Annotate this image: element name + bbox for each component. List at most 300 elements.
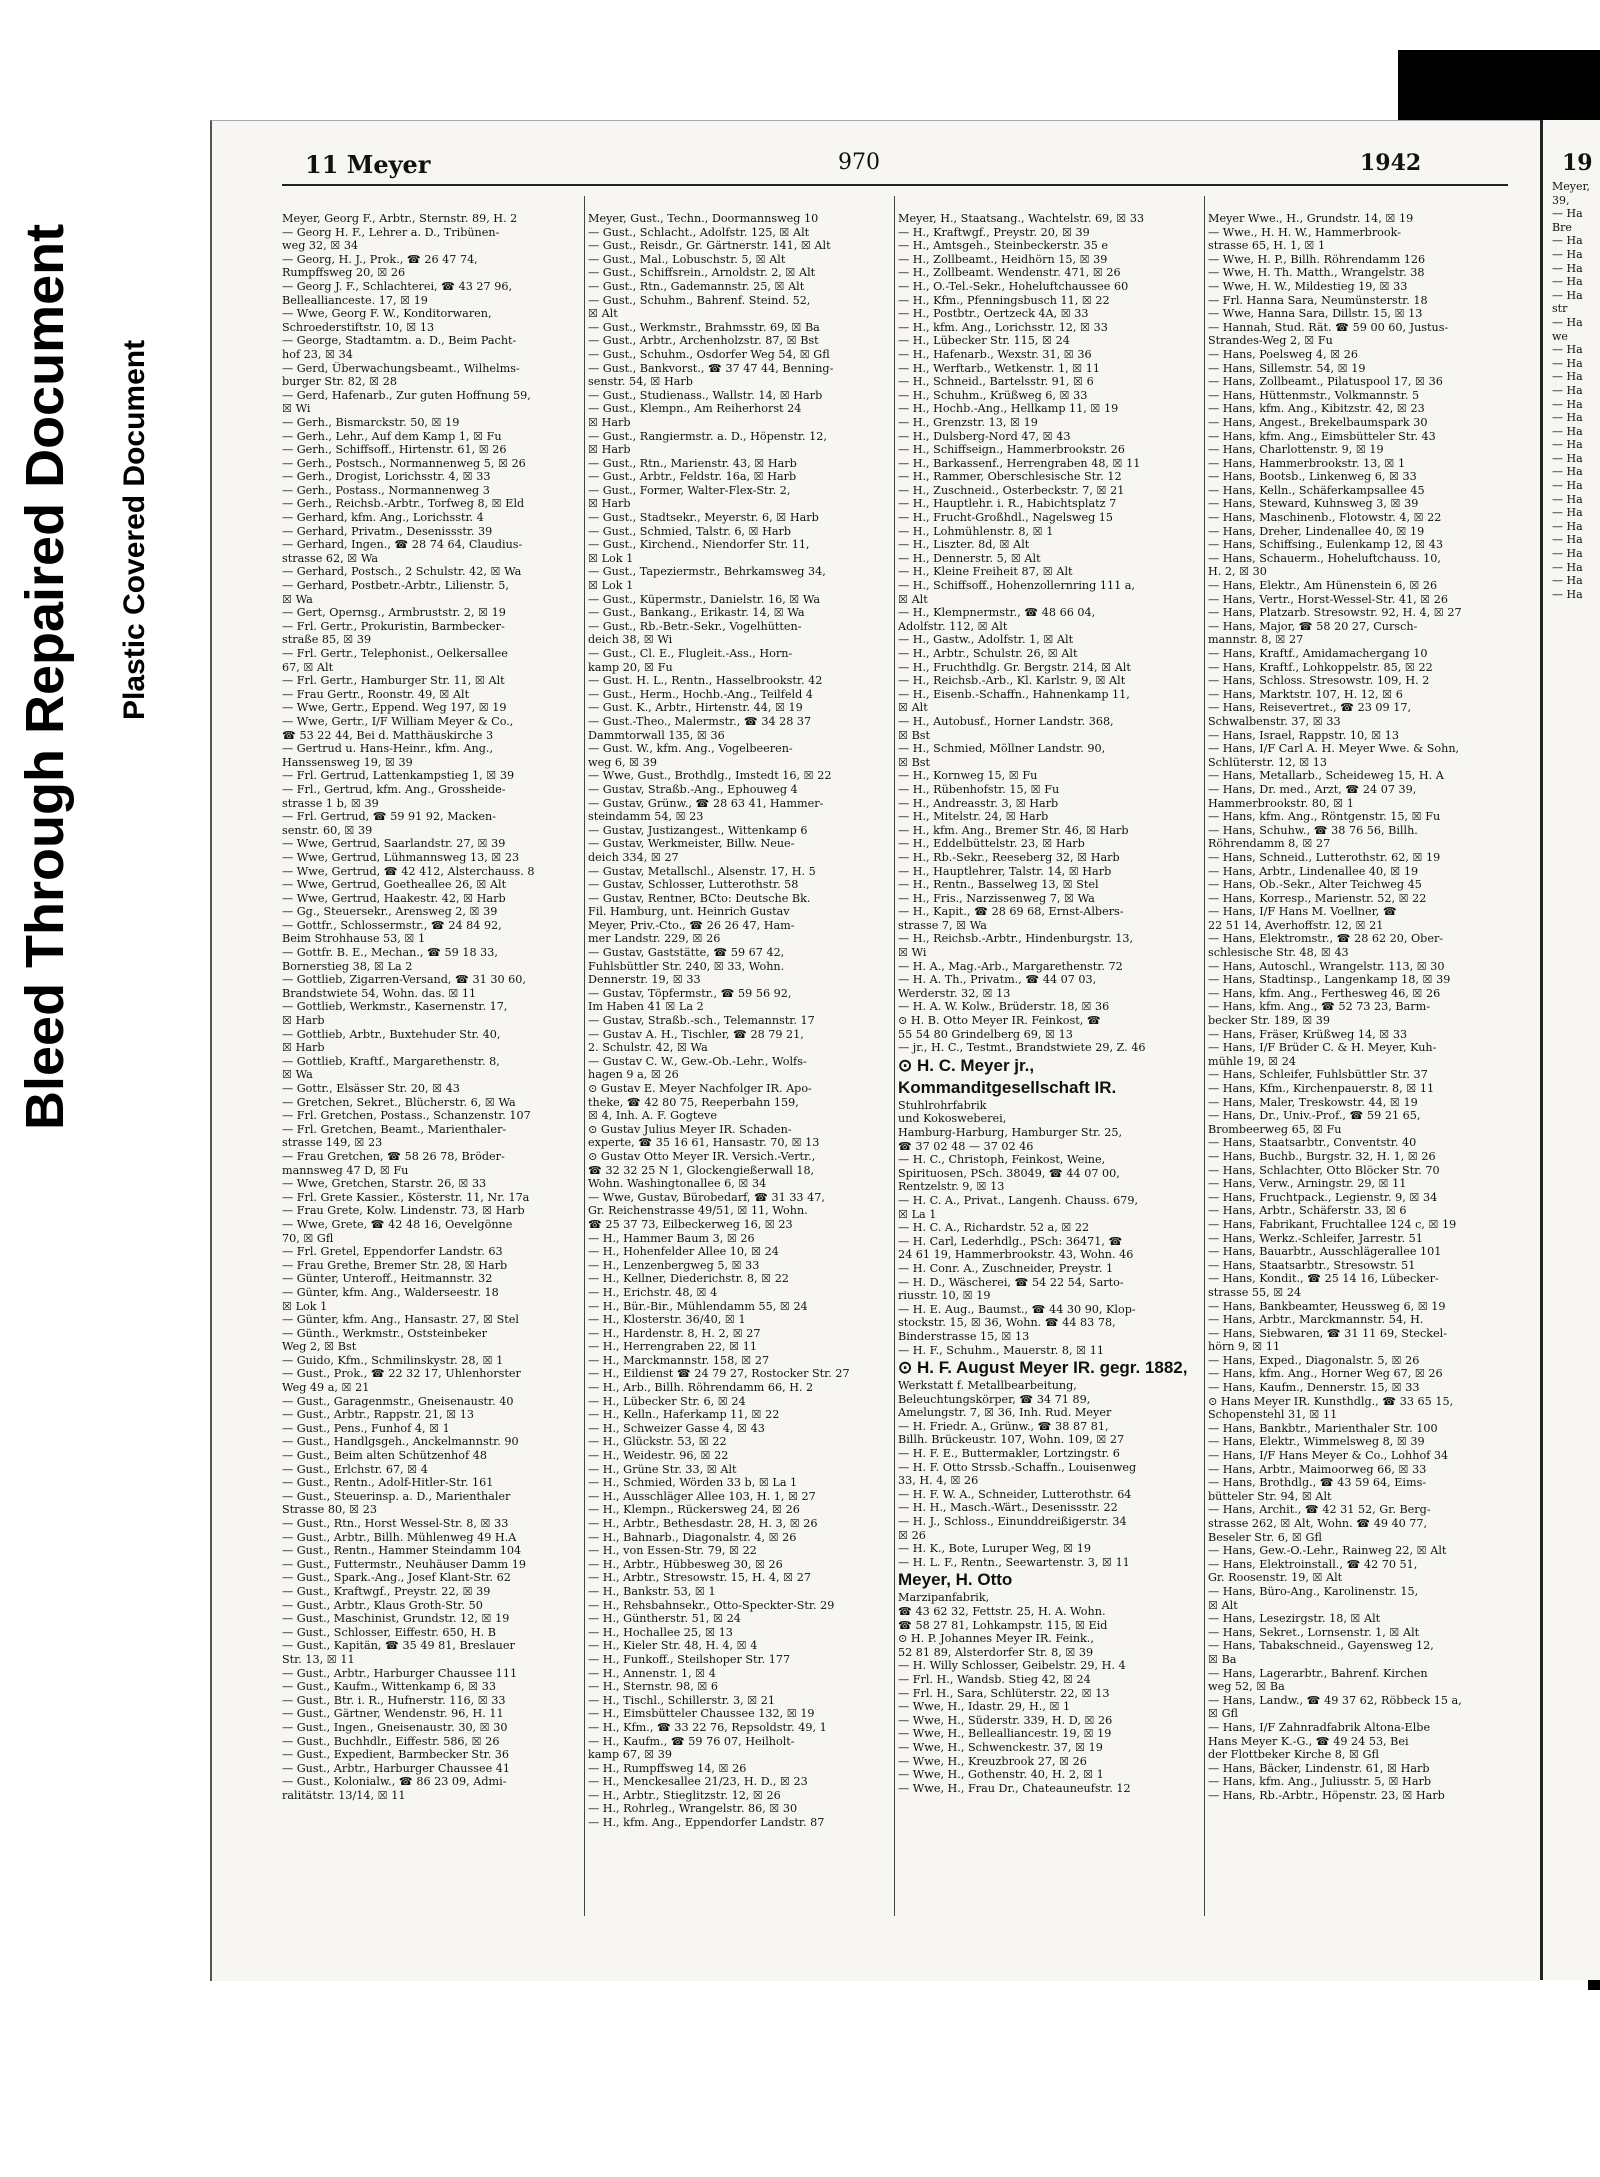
directory-entry-line: — Hans, Kraftf., Amidamachergang 10 [1208, 647, 1428, 660]
directory-entry-line: Weg 2, ☒ Bst [282, 1340, 357, 1354]
directory-entry-line: ☎ 53 22 44, Bei d. Matthäuskirche 3 [282, 728, 494, 742]
directory-entry-line: Schroederstiftstr. 10, ☒ 13 [282, 320, 435, 334]
directory-entry-line: — Gustav, Töpfermstr., ☎ 59 56 92, [588, 986, 792, 1000]
directory-entry-line: — Gustav, Rentner, BCto: Deutsche Bk. [588, 891, 811, 905]
directory-entry-line: weg 32, ☒ 34 [282, 239, 359, 253]
directory-entry-line: — jr., H. C., Testmt., Brandstwiete 29, Z. 46 [898, 1041, 1146, 1055]
directory-entry-line: — H. L. F., Rentn., Seewartenstr. 3, ☒ 11 [898, 1555, 1130, 1569]
directory-entry-line: ⊙ Hans Meyer IR. Kunsthdlg., ☎ 33 65 15, [1208, 1394, 1454, 1408]
directory-entry-line: — Gottlieb, Arbtr., Buxtehuder Str. 40, [282, 1027, 501, 1041]
directory-entry-line: — Hans, Fräser, Krüßweg 14, ☒ 33 [1208, 1027, 1408, 1041]
directory-entry-line: — H., Schuhm., Krüßweg 6, ☒ 33 [898, 388, 1088, 402]
directory-entry-line: — H., Schmied, Möllner Landstr. 90, [898, 742, 1106, 756]
directory-entry-line: — Hans, Rb.-Arbtr., Höpenstr. 23, ☒ Harb [1208, 1788, 1445, 1802]
directory-entry-line: — Gottr., Elsässer Str. 20, ☒ 43 [282, 1082, 460, 1095]
directory-entry-line: — H., Kellner, Diederichstr. 8, ☒ 22 [588, 1272, 789, 1286]
directory-entry-line: — Wwe, Hanna Sara, Dillstr. 15, ☒ 13 [1208, 307, 1423, 321]
directory-entry-line: ☒ Ba [1208, 1652, 1237, 1666]
directory-column-3 [898, 212, 1196, 1972]
directory-entry-line: — Gust., Mal., Lobuschstr. 5, ☒ Alt [588, 252, 786, 266]
directory-entry-line: Stuhlrohrfabrik [898, 1098, 987, 1112]
directory-entry-line: Bornerstieg 38, ☒ La 2 [282, 959, 413, 973]
directory-entry-line: — Ha [1552, 479, 1583, 493]
directory-entry-line: Schlüterstr. 12, ☒ 13 [1208, 755, 1328, 769]
directory-entry-line: — Ha [1552, 275, 1583, 289]
directory-entry-line: — H. A. W. Kolw., Brüderstr. 18, ☒ 36 [898, 1000, 1110, 1014]
directory-entry-line: strasse 7, ☒ Wa [898, 918, 987, 932]
directory-entry-line: — Gust., Maschinist, Grundstr. 12, ☒ 19 [282, 1612, 510, 1626]
directory-entry-line: — H., Andreasstr. 3, ☒ Harb [898, 796, 1059, 810]
directory-entry-line: Brandstwiete 54, Wohn. das. ☒ 11 [282, 986, 477, 1000]
directory-entry-line: — Gretchen, Sekret., Blücherstr. 6, ☒ Wa [282, 1095, 516, 1109]
directory-entry-line: — Gustav, Straßb.-Ang., Ephouweg 4 [588, 782, 798, 796]
directory-entry-line: — Gerh., Reichsb.-Arbtr., Torfweg 8, ☒ Eld [282, 497, 525, 511]
directory-entry-line: — H., Rammer, Oberschlesische Str. 12 [898, 470, 1122, 484]
directory-entry-line: — Gust., Steuerinsp. a. D., Marienthaler [282, 1489, 511, 1503]
directory-entry-line: — Gerhard, Postsch., 2 Schulstr. 42, ☒ Wa [282, 565, 522, 579]
directory-entry-line: — H. K., Bote, Luruper Weg, ☒ 19 [898, 1542, 1091, 1556]
directory-entry-line: — H., Hochb.-Ang., Hellkamp 11, ☒ 19 [898, 402, 1119, 416]
directory-entry-line: — Frl., Gertrud, kfm. Ang., Grossheide- [282, 782, 506, 796]
directory-entry-line: — H., Hardenstr. 8, H. 2, ☒ 27 [588, 1326, 761, 1340]
directory-entry-line: — Hans, Brothdlg., ☎ 43 59 64, Eims- [1208, 1476, 1427, 1490]
directory-entry-line: — Hans, Maschinenb., Flotowstr. 4, ☒ 22 [1208, 511, 1442, 525]
directory-entry-line: — H. D., Wäscherei, ☎ 54 22 54, Sarto- [898, 1275, 1124, 1289]
directory-entry-line: — H., Bankstr. 53, ☒ 1 [588, 1584, 716, 1598]
directory-entry-line: — Frl. Gertr., Prokuristin, Barmbecker- [282, 619, 505, 633]
directory-entry-line: Strandes-Weg 2, ☒ Fu [1208, 334, 1333, 348]
directory-entry-line: — H., Barkassenf., Herrengraben 48, ☒ 11 [898, 456, 1141, 470]
directory-entry-line: 67, ☒ Alt [282, 660, 334, 674]
directory-entry-line: ☒ Wa [282, 1068, 313, 1082]
directory-entry-line: senstr. 60, ☒ 39 [282, 823, 373, 837]
directory-entry-line: Meyer, [1552, 180, 1591, 193]
directory-entry-line: — Ha [1552, 397, 1583, 411]
directory-entry-line: — Guido, Kfm., Schmilinskystr. 28, ☒ 1 [282, 1353, 504, 1367]
directory-entry-line: — H., Hohenfelder Allee 10, ☒ 24 [588, 1245, 779, 1259]
directory-entry-line: — H., Fris., Narzissenweg 7, ☒ Wa [898, 891, 1095, 905]
directory-entry-line: — Wwe, H., Schwenckestr. 37, ☒ 19 [898, 1740, 1103, 1754]
directory-entry-line: — Gustav, Metallschl., Alsenstr. 17, H. 5 [588, 864, 816, 878]
directory-entry-line: — H., Grenzstr. 13, ☒ 19 [898, 415, 1038, 429]
directory-entry-line: — Hans, Elektroinstall., ☎ 42 70 51, [1208, 1557, 1418, 1571]
directory-entry-line: — H., Dulsberg-Nord 47, ☒ 43 [898, 429, 1071, 443]
directory-entry-line: — H., kfm. Ang., Lorichsstr. 12, ☒ 33 [898, 320, 1108, 334]
directory-entry-line: — Gust., Rangiermstr. a. D., Höpenstr. 12, [588, 429, 827, 443]
directory-entry-line: — H., Kraftwgf., Preystr. 20, ☒ 39 [898, 225, 1090, 239]
scan-edge-top-right [1398, 50, 1600, 120]
directory-entry-line: mannsweg 47 D, ☒ Fu [282, 1163, 409, 1177]
directory-entry-line: ☎ 43 62 32, Fettstr. 25, H. A. Wohn. [898, 1605, 1106, 1618]
directory-entry-line: deich 334, ☒ 27 [588, 850, 679, 864]
directory-entry-line: Meyer, H. Otto [898, 1570, 1013, 1590]
directory-entry-line: — H. F. E., Buttermakler, Lortzingstr. 6 [898, 1447, 1120, 1461]
directory-entry-line: burger Str. 82, ☒ 28 [282, 375, 397, 389]
directory-entry-line: ☒ Alt [588, 307, 618, 321]
directory-entry-line: — Hans, Schleifer, Fuhlsbüttler Str. 37 [1208, 1068, 1428, 1082]
directory-entry-line: — Hans, Schloss. Stresowstr. 109, H. 2 [1208, 674, 1430, 688]
next-page-number: 19 [1562, 150, 1593, 176]
directory-entry-line: weg 6, ☒ 39 [588, 755, 657, 769]
directory-entry-line: — Gust., Buchhdlr., Eiffestr. 586, ☒ 26 [282, 1734, 500, 1748]
directory-entry-line: — Gert, Opernsg., Armbruststr. 2, ☒ 19 [282, 606, 506, 620]
directory-entry-line: — Ha [1552, 315, 1583, 329]
directory-entry-line: — Hans, Werkz.-Schleifer, Jarrestr. 51 [1208, 1231, 1423, 1245]
directory-entry-line: — Gust., Rentn., Hammer Steindamm 104 [282, 1544, 522, 1558]
directory-entry-line: — H., Eisenb.-Schaffn., Hahnenkamp 11, [898, 687, 1130, 701]
directory-entry-line: — Frau Gretchen, ☎ 58 26 78, Bröder- [282, 1149, 505, 1163]
directory-entry-line: — Wwe, H., Frau Dr., Chateauneufstr. 12 [898, 1781, 1131, 1795]
directory-entry-line: Schwalbenstr. 37, ☒ 33 [1208, 714, 1341, 728]
directory-entry-line: — H. C. A., Privat., Langenh. Chauss. 679, [898, 1193, 1138, 1207]
directory-entry-line: — Hans, Sillemstr. 54, ☒ 19 [1208, 361, 1366, 375]
directory-entry-line: — Gust., Schlosser, Eiffestr. 650, H. B [282, 1625, 496, 1639]
directory-entry-line: — Ha [1552, 207, 1583, 221]
directory-entry-line: — Georg, H. J., Prok., ☎ 26 47 74, [282, 252, 478, 266]
directory-entry-line: ☒ Alt [898, 592, 928, 606]
directory-entry-line: — H. C. A., Richardstr. 52 a, ☒ 22 [898, 1221, 1090, 1235]
directory-entry-line: — Ha [1552, 533, 1583, 547]
directory-entry-line: — Hans, Israel, Rappstr. 10, ☒ 13 [1208, 728, 1400, 742]
directory-entry-line: — H., Amtsgeh., Steinbeckerstr. 35 e [898, 239, 1108, 253]
directory-entry-line: 24 61 19, Hammerbrookstr. 43, Wohn. 46 [898, 1248, 1134, 1262]
directory-entry-line: schlesische Str. 48, ☒ 43 [1208, 946, 1349, 960]
directory-entry-line: — H., Güntherstr. 51, ☒ 24 [588, 1612, 741, 1626]
directory-entry-line: — Gust., Klempn., Am Reiherhorst 24 [588, 402, 802, 416]
directory-entry-line: — Gustav, Justizangest., Wittenkamp 6 [588, 823, 808, 837]
directory-column-4 [1208, 212, 1506, 1972]
directory-entry-line: — Gerd, Hafenarb., Zur guten Hoffnung 59, [282, 388, 531, 402]
directory-entry-line: — Hans, Autoschl., Wrangelstr. 113, ☒ 30 [1208, 959, 1445, 973]
directory-entry-line: — Wwe, H. Th. Matth., Wrangelstr. 38 [1208, 266, 1425, 280]
directory-entry-line: — Hans, Tabakschneid., Gayensweg 12, [1208, 1639, 1434, 1653]
directory-entry-line: — Gertrud u. Hans-Heinr., kfm. Ang., [282, 742, 494, 756]
directory-entry-line: ☒ Lok 1 [588, 579, 634, 593]
directory-entry-line: strasse 65, H. 1, ☒ 1 [1208, 239, 1326, 253]
directory-entry-line: — Gust., Schlacht., Adolfstr. 125, ☒ Alt [588, 225, 810, 239]
directory-entry-line: — H., Liszter. 8d, ☒ Alt [898, 538, 1030, 552]
directory-entry-line: — H., Zuschneid., Osterbeckstr. 7, ☒ 21 [898, 483, 1125, 497]
directory-entry-line: — Gerh., Schiffsoff., Hirtenstr. 61, ☒ 26 [282, 443, 507, 457]
directory-entry-line: — Frl. Gertr., Hamburger Str. 11, ☒ Alt [282, 674, 505, 688]
directory-entry-line: — Hans, Lesezirgstr. 18, ☒ Alt [1208, 1612, 1381, 1626]
directory-entry-line: — Gust., Schuhm., Bahrenf. Steind. 52, [588, 293, 811, 307]
directory-entry-line: 52 81 89, Alsterdorfer Str. 8, ☒ 39 [898, 1645, 1094, 1659]
page-year: 1942 [1360, 150, 1422, 176]
directory-entry-line: — Hans, Steward, Kuhnsweg 3, ☒ 39 [1208, 497, 1419, 511]
directory-entry-line: — Hans, Sekret., Lornsenstr. 1, ☒ Alt [1208, 1625, 1420, 1639]
directory-entry-line: Beleuchtungskörper, ☎ 34 71 89, [898, 1392, 1091, 1406]
directory-entry-line: — Frl. H., Wandsb. Stieg 42, ☒ 24 [898, 1672, 1091, 1686]
directory-entry-line: ralitätstr. 13/14, ☒ 11 [282, 1788, 406, 1802]
directory-entry-line: — Gust., Schiffsrein., Arnoldstr. 2, ☒ Alt [588, 266, 816, 280]
directory-entry-line: Im Haben 41 ☒ La 2 [588, 1000, 704, 1014]
directory-entry-line: — Frl. Gretchen, Postass., Schanzenstr. 107 [282, 1109, 531, 1123]
directory-entry-line: — Gust., Arbtr., Harburger Chaussee 41 [282, 1761, 510, 1775]
directory-entry-line: — Hans, Exped., Diagonalstr. 5, ☒ 26 [1208, 1353, 1420, 1367]
directory-entry-line: 39, [1552, 193, 1570, 207]
directory-entry-line: Dennerstr. 19, ☒ 33 [588, 973, 701, 987]
directory-entry-line: hof 23, ☒ 34 [282, 347, 353, 361]
directory-entry-line: ☒ Alt [898, 701, 928, 715]
directory-entry-line: — H., Kapit., ☎ 28 69 68, Ernst-Albers- [898, 905, 1124, 919]
directory-entry-line: 2. Schulstr. 42, ☒ Wa [588, 1041, 708, 1055]
directory-entry-line: — Ha [1552, 506, 1583, 520]
directory-entry-line: — Hans, Stadtinsp., Langenkamp 18, ☒ 39 [1208, 973, 1451, 987]
directory-entry-line: strasse 262, ☒ Alt, Wohn. ☎ 49 40 77, [1208, 1517, 1428, 1530]
directory-entry-line: — H. Willy Schlosser, Geibelstr. 29, H. 4 [898, 1659, 1126, 1673]
directory-entry-line: — H., O.-Tel.-Sekr., Hoheluftchaussee 60 [898, 279, 1129, 293]
directory-entry-line: kamp 67, ☒ 39 [588, 1748, 672, 1762]
directory-entry-line: — Ha [1552, 587, 1583, 601]
directory-entry-line: ⊙ H. B. Otto Meyer IR. Feinkost, ☎ [898, 1014, 1101, 1028]
directory-entry-line: — Hans, Bootsb., Linkenweg 6, ☒ 33 [1208, 470, 1417, 484]
directory-entry-line: — Hans, I/F Brüder C. & H. Meyer, Kuh- [1208, 1041, 1437, 1055]
directory-entry-line: — H., Arbtr., Stieglitzstr. 12, ☒ 26 [588, 1788, 781, 1802]
directory-entry-line: — Ha [1552, 574, 1583, 588]
directory-entry-line: — Gust., Cl. E., Flugleit.-Ass., Horn- [588, 647, 793, 660]
directory-entry-line: — Hans, Maler, Treskowstr. 44, ☒ 19 [1208, 1095, 1418, 1109]
directory-entry-line: — Hans, Elektr., Wimmelsweg 8, ☒ 39 [1208, 1435, 1425, 1449]
directory-entry-line: — Ha [1552, 370, 1583, 384]
directory-entry-line: — H., Hochallee 25, ☒ 13 [588, 1625, 733, 1639]
directory-entry-line: — Hans, Hüttenmstr., Volkmannstr. 5 [1208, 388, 1420, 402]
directory-entry-line: Meyer, Georg F., Arbtr., Sternstr. 89, H. 2 [282, 212, 518, 225]
directory-entry-line: — Ha [1552, 383, 1583, 397]
directory-entry-line: — Gustav, Gaststätte, ☎ 59 67 42, [588, 946, 785, 960]
directory-entry-line: — Gerd, Überwachungsbeamt., Wilhelms- [282, 361, 520, 375]
directory-entry-line: — Hans, Poelsweg 4, ☒ 26 [1208, 347, 1358, 361]
directory-entry-line: — Gust., Bankang., Erikastr. 14, ☒ Wa [588, 606, 805, 620]
directory-entry-line: — H., Arb., Billh. Röhrendamm 66, H. 2 [588, 1381, 814, 1395]
directory-entry-line: — H. Conr. A., Zuschneider, Preystr. 1 [898, 1261, 1114, 1275]
directory-entry-line: ☒ Harb [588, 497, 631, 511]
directory-entry-line: — Günter, kfm. Ang., Walderseestr. 18 [282, 1285, 499, 1299]
directory-entry-line: — H., Kornweg 15, ☒ Fu [898, 769, 1038, 783]
directory-entry-line: — Hans, Landw., ☎ 49 37 62, Röbbeck 15 a, [1208, 1693, 1462, 1707]
directory-entry-line: — H., Lübecker Str. 6, ☒ 24 [588, 1394, 746, 1408]
directory-entry-line: — Wwe, Gertrud, Saarlandstr. 27, ☒ 39 [282, 837, 506, 851]
directory-entry-line: — Wwe, H., Idastr. 29, H., ☒ 1 [898, 1700, 1071, 1714]
directory-entry-line: — Gustav, Schlosser, Lutterothstr. 58 [588, 878, 799, 892]
directory-entry-line: — Hans, Kaufm., Dennerstr. 15, ☒ 33 [1208, 1381, 1420, 1395]
directory-entry-line: Dammtorwall 135, ☒ 36 [588, 728, 725, 742]
directory-entry-line: deich 38, ☒ Wi [588, 633, 673, 647]
directory-entry-line: — Gust., Herm., Hochb.-Ang., Teilfeld 4 [588, 687, 813, 701]
directory-entry-line: — Gustav A. H., Tischler, ☎ 28 79 21, [588, 1027, 804, 1041]
directory-entry-line: — Gustav, Straßb.-sch., Telemannstr. 17 [588, 1014, 815, 1028]
directory-entry-line: — Hans, kfm. Ang., Eimsbütteler Str. 43 [1208, 429, 1436, 443]
directory-column-1 [282, 212, 580, 1972]
directory-entry-line: — Wwe, Gretchen, Starstr. 26, ☒ 33 [282, 1177, 487, 1191]
directory-entry-line: — H., Schiffsoff., Hohenzollernring 111 a, [898, 579, 1135, 593]
directory-entry-line: — Gust., Arbtr., Harburger Chaussee 111 [282, 1666, 518, 1680]
directory-entry-line: — H., Weidestr. 96, ☒ 22 [588, 1449, 729, 1463]
directory-entry-line: — H., Zollbeamt., Heidhörn 15, ☒ 39 [898, 252, 1108, 266]
directory-entry-line: — Gerh., Lehr., Auf dem Kamp 1, ☒ Fu [282, 429, 502, 443]
directory-entry-line: Werderstr. 32, ☒ 13 [898, 986, 1011, 1000]
directory-entry-line: — Georg H. F., Lehrer a. D., Tribünen- [282, 225, 500, 239]
directory-entry-line: — Gust., Rtn., Horst Wessel-Str. 8, ☒ 33 [282, 1517, 509, 1530]
directory-entry-line: — H. E. Aug., Baumst., ☎ 44 30 90, Klop- [898, 1302, 1136, 1316]
directory-entry-line: — Hans, Archit., ☎ 42 31 52, Gr. Berg- [1208, 1503, 1431, 1517]
directory-entry-line: steindamm 54, ☒ 23 [588, 810, 704, 824]
directory-entry-line: — H. A. Th., Privatm., ☎ 44 07 03, [898, 973, 1097, 987]
directory-entry-line: — Gust., Former, Walter-Flex-Str. 2, [588, 483, 791, 497]
directory-entry-line: — Gustav, Grünw., ☎ 28 63 41, Hammer- [588, 796, 824, 810]
directory-entry-line: ☎ 32 32 25 N 1, Glockengießerwall 18, [588, 1163, 815, 1177]
directory-entry-line: Hanssensweg 19, ☒ 39 [282, 755, 413, 769]
directory-entry-line: — H. F. Otto Strssb.-Schaffn., Louisenweg [898, 1460, 1137, 1474]
directory-entry-line: — Hans, Kelln., Schäferkampsallee 45 [1208, 483, 1425, 497]
directory-entry-line: — Ha [1552, 465, 1583, 479]
directory-entry-line: — Gust., Küpermstr., Danielstr. 16, ☒ Wa [588, 592, 821, 606]
directory-entry-line: — H., Lübecker Str. 115, ☒ 24 [898, 334, 1070, 348]
directory-entry-line: — H., Eimsbütteler Chaussee 132, ☒ 19 [588, 1707, 815, 1721]
directory-entry-line: — Hans, Dreher, Lindenallee 40, ☒ 19 [1208, 524, 1425, 538]
directory-entry-line: Meyer, Priv.-Cto., ☎ 26 26 47, Ham- [588, 918, 795, 932]
directory-entry-line: H. 2, ☒ 30 [1208, 565, 1267, 579]
column-divider [894, 196, 895, 1916]
directory-entry-line: Kommanditgesellschaft IR. [898, 1077, 1117, 1097]
directory-entry-line: ☒ Harb [282, 1041, 325, 1055]
directory-entry-line: Meyer, Gust., Techn., Doormannsweg 10 [588, 212, 819, 225]
directory-entry-line: — Ha [1552, 343, 1583, 357]
directory-entry-line: — Gust., Arbtr., Feldstr. 16a, ☒ Harb [588, 470, 797, 484]
directory-entry-line: ☒ Bst [898, 728, 931, 742]
directory-entry-line: — Gottlieb, Zigarren-Versand, ☎ 31 30 60, [282, 973, 526, 987]
directory-entry-line: Meyer Wwe., H., Grundstr. 14, ☒ 19 [1208, 212, 1414, 225]
directory-entry-line: strasse 62, ☒ Wa [282, 551, 379, 565]
directory-entry-line: — H., Klosterstr. 36/40, ☒ 1 [588, 1313, 746, 1327]
directory-entry-line: — Hans, Charlottenstr. 9, ☒ 19 [1208, 443, 1384, 457]
directory-entry-line: — H., Menckesallee 21/23, H. D., ☒ 23 [588, 1775, 808, 1789]
directory-entry-line: — H., Schweizer Gasse 4, ☒ 43 [588, 1421, 765, 1435]
directory-entry-line: — H., Annenstr. 1, ☒ 4 [588, 1666, 716, 1680]
directory-entry-line: ⊙ Gustav Julius Meyer IR. Schaden- [588, 1122, 792, 1136]
directory-entry-line: — Hans, Bauarbtr., Ausschlägerallee 101 [1208, 1245, 1442, 1259]
directory-entry-line: 33, H. 4, ☒ 26 [898, 1474, 979, 1488]
directory-entry-line: — Hans, Kraftf., Lohkoppelstr. 85, ☒ 22 [1208, 660, 1433, 674]
directory-entry-line: — H., Tischl., Schillerstr. 3, ☒ 21 [588, 1693, 776, 1707]
directory-entry-line: — Gust., Pens., Funhof 4, ☒ 1 [282, 1421, 450, 1435]
directory-entry-line: — Hans, Angest., Brekelbaumspark 30 [1208, 415, 1428, 429]
directory-entry-line: — Hans, Hammerbrookstr. 13, ☒ 1 [1208, 456, 1406, 470]
directory-entry-line: — H., Hammer Baum 3, ☒ 26 [588, 1231, 755, 1245]
directory-entry-line: Amelungstr. 7, ☒ 36, Inh. Rud. Meyer [898, 1406, 1112, 1420]
directory-entry-line: we [1552, 329, 1568, 343]
directory-entry-line: — Gust.-Theo., Malermstr., ☎ 34 28 37 [588, 714, 812, 728]
directory-entry-line: — H., Mitelstr. 24, ☒ Harb [898, 810, 1049, 824]
directory-entry-line: — H., Rübenhofstr. 15, ☒ Fu [898, 782, 1060, 796]
directory-entry-line: — Hans, kfm. Ang., Ferthesweg 46, ☒ 26 [1208, 986, 1441, 1000]
directory-entry-line: kamp 20, ☒ Fu [588, 660, 673, 674]
directory-entry-line: — Hans, Fruchtpack., Legienstr. 9, ☒ 34 [1208, 1190, 1438, 1204]
directory-entry-line: — H., kfm. Ang., Bremer Str. 46, ☒ Harb [898, 823, 1129, 837]
directory-entry-line: — H., Arbtr., Schulstr. 26, ☒ Alt [898, 647, 1078, 660]
directory-entry-line: — Gust., Schuhm., Osdorfer Weg 54, ☒ Gfl [588, 347, 830, 361]
directory-entry-line: — H., Kaufm., ☎ 59 76 07, Heilholt- [588, 1734, 795, 1748]
directory-entry-line: — Gerhard, Ingen., ☎ 28 74 64, Claudius- [282, 538, 523, 552]
directory-entry-line: — Hans, Schuhw., ☎ 38 76 56, Billh. [1208, 823, 1418, 837]
directory-entry-line: — H., Hauptlehrer, Talstr. 14, ☒ Harb [898, 864, 1112, 878]
directory-entry-line: Meyer, H., Staatsang., Wachtelstr. 69, ☒ 33 [898, 212, 1145, 225]
directory-entry-line: — H., kfm. Ang., Eppendorfer Landstr. 87 [588, 1816, 825, 1830]
directory-entry-line: stockstr. 15, ☒ 36, Wohn. ☎ 44 83 78, [898, 1316, 1116, 1330]
directory-entry-line: — H., Sternstr. 98, ☒ 6 [588, 1680, 719, 1694]
directory-entry-line: — Gust., Erlchstr. 67, ☒ 4 [282, 1462, 428, 1476]
directory-entry-line: — Hans, Büro-Ang., Karolinenstr. 15, [1208, 1584, 1419, 1598]
directory-entry-line: — H., Kfm., ☎ 33 22 76, Repsoldstr. 49, 1 [588, 1720, 827, 1734]
directory-entry-line: mer Landstr. 229, ☒ 26 [588, 932, 721, 946]
directory-entry-line: — Hans, Bäcker, Lindenstr. 61, ☒ Harb [1208, 1761, 1430, 1775]
directory-entry-line: — H., Schneid., Bartelsstr. 91, ☒ 6 [898, 375, 1094, 389]
directory-entry-line: Gr. Reichenstrasse 49/51, ☒ 11, Wohn. [588, 1204, 808, 1218]
directory-entry-line: ☎ 37 02 48 — 37 02 46 [898, 1139, 1034, 1153]
directory-entry-line: — Hans, kfm. Ang., Horner Weg 67, ☒ 26 [1208, 1367, 1443, 1381]
directory-entry-line: — Gerh., Bismarckstr. 50, ☒ 19 [282, 415, 460, 429]
directory-entry-line: — Frl. Grete Kassier., Kösterstr. 11, Nr. 17a [282, 1190, 530, 1204]
directory-entry-line: Beim Strohhause 53, ☒ 1 [282, 932, 426, 946]
directory-entry-line: — H. Friedr. A., Grünw., ☎ 38 87 81, [898, 1419, 1109, 1433]
directory-entry-line: — Ha [1552, 492, 1583, 506]
directory-entry-line: ☒ Harb [282, 1014, 325, 1028]
directory-entry-line: riusstr. 10, ☒ 19 [898, 1289, 991, 1303]
directory-entry-line: — Wwe, H. W., Mildestieg 19, ☒ 33 [1208, 279, 1408, 293]
directory-entry-line: — Hans, I/F Hans M. Voellner, ☎ [1208, 905, 1397, 919]
directory-entry-line: — Hans, Verw., Arningstr. 29, ☒ 11 [1208, 1177, 1407, 1191]
directory-entry-line: ☒ Gfl [1208, 1707, 1238, 1721]
directory-entry-line: — Hannah, Stud. Rät. ☎ 59 00 60, Justus- [1208, 320, 1449, 334]
directory-entry-line: — Frl. Gertrud, Lattenkampstieg 1, ☒ 39 [282, 769, 515, 783]
directory-entry-line: — H., Kelln., Haferkamp 11, ☒ 22 [588, 1408, 780, 1422]
directory-entry-line: — H., Rumpffsweg 14, ☒ 26 [588, 1761, 747, 1775]
directory-entry-line: — Hans, Marktstr. 107, H. 12, ☒ 6 [1208, 687, 1403, 701]
directory-entry-line: — Frau Grete, Kolw. Lindenstr. 73, ☒ Harb [282, 1204, 525, 1218]
directory-entry-line: — Gust., Kolonialw., ☎ 86 23 09, Admi- [282, 1775, 507, 1789]
directory-entry-line: — H., Klempnermstr., ☎ 48 66 04, [898, 606, 1096, 620]
directory-entry-line: 22 51 14, Averhoffstr. 12, ☒ 21 [1208, 918, 1384, 932]
directory-entry-line: — Gustav, Werkmeister, Billw. Neue- [588, 837, 795, 851]
directory-entry-line: — H. A., Mag.-Arb., Margarethenstr. 72 [898, 959, 1123, 973]
directory-entry-line: Hans Meyer K.-G., ☎ 49 24 53, Bei [1208, 1734, 1409, 1748]
directory-entry-line: und Kokosweberei, [898, 1112, 1007, 1126]
directory-entry-line: — H., Fruchthdlg. Gr. Bergstr. 214, ☒ Alt [898, 660, 1131, 674]
directory-entry-line: — Wwe, H., Süderstr. 339, H. D, ☒ 26 [898, 1713, 1113, 1727]
directory-entry-line: — H., Ausschläger Allee 103, H. 1, ☒ 27 [588, 1489, 816, 1503]
directory-entry-line: — H., Gastw., Adolfstr. 1, ☒ Alt [898, 633, 1074, 647]
directory-entry-line: Brombeerweg 65, ☒ Fu [1208, 1122, 1342, 1136]
directory-entry-line: ☒ Lok 1 [588, 551, 634, 565]
directory-entry-line: — Gerh., Drogist, Lorichsstr. 4, ☒ 33 [282, 470, 491, 484]
directory-entry-line: Belleallianceste. 17, ☒ 19 [282, 293, 428, 307]
directory-entry-line: — Ha [1552, 547, 1583, 561]
directory-entry-line: — H., Schiffseign., Hammerbrookstr. 26 [898, 443, 1125, 457]
directory-entry-line: — Gust., Arbtr., Archenholzstr. 87, ☒ Bst [588, 334, 819, 348]
directory-entry-line: — Hans, kfm. Ang., ☎ 52 73 23, Barm- [1208, 1000, 1431, 1014]
directory-entry-line: — Wwe, Gustav, Bürobedarf, ☎ 31 33 47, [588, 1190, 825, 1204]
directory-entry-line: — Wwe, Gertr., I/F William Meyer & Co., [282, 714, 514, 728]
directory-entry-line: — H., Lohmühlenstr. 8, ☒ 1 [898, 524, 1054, 538]
directory-entry-line: — H., Erichstr. 48, ☒ 4 [588, 1285, 718, 1299]
directory-entry-line: — Ha [1552, 234, 1583, 248]
directory-entry-line: — Gust., Kirchend., Niendorfer Str. 11, [588, 538, 810, 552]
directory-entry-line: — Gottlieb, Kraftf., Margarethenstr. 8, [282, 1054, 500, 1068]
directory-entry-line: — H., Eildienst ☎ 24 79 27, Rostocker Str. 27 [588, 1367, 850, 1381]
directory-entry-line: — H., Hauptlehr. i. R., Habichtsplatz 7 [898, 497, 1117, 511]
directory-entry-line: — Ha [1552, 519, 1583, 533]
directory-entry-line: — H., Rohrleg., Wrangelstr. 86, ☒ 30 [588, 1802, 798, 1816]
